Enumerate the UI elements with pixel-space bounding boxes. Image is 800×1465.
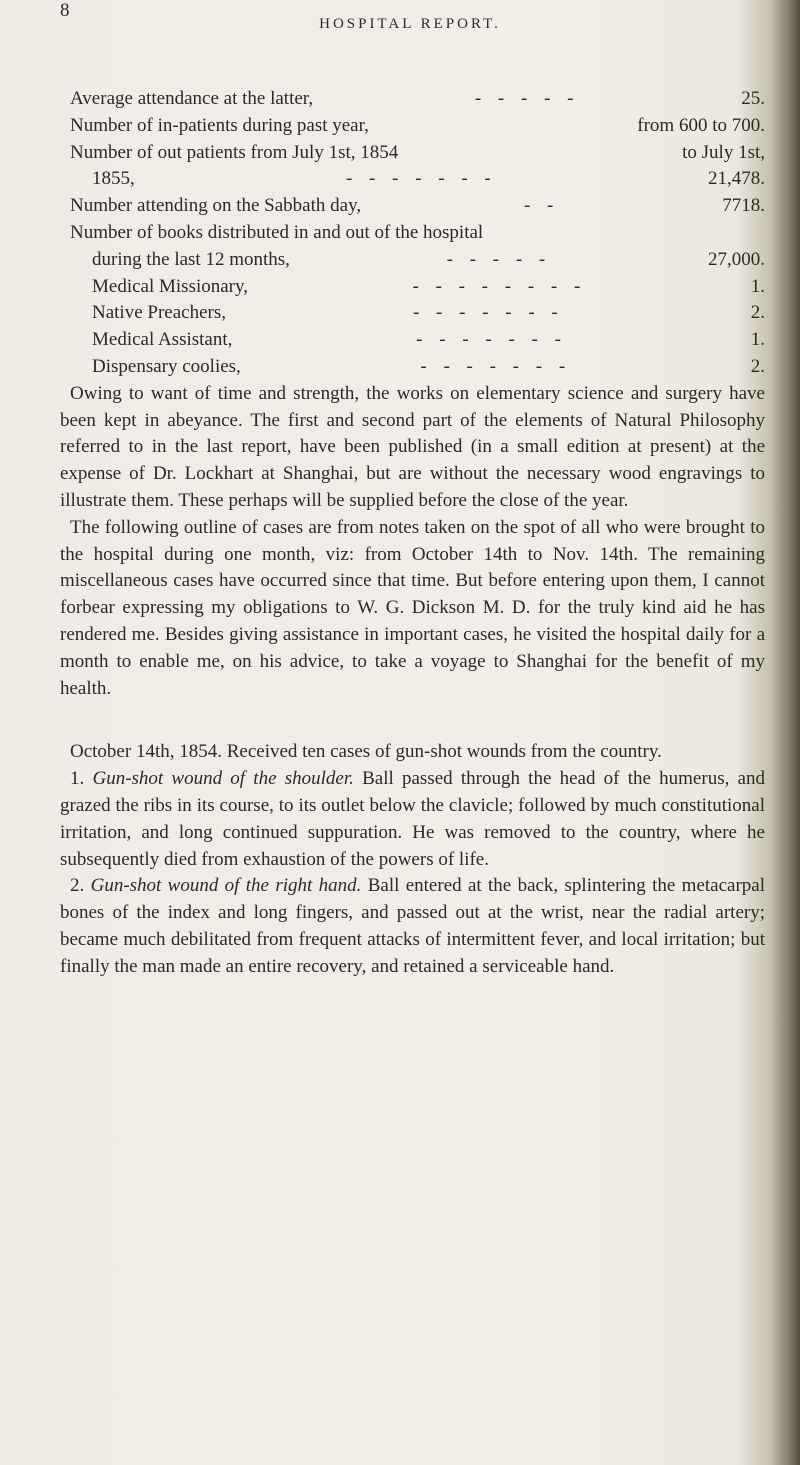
stat-label: Average attendance at the latter,: [70, 88, 314, 109]
stat-leader: - -: [523, 195, 560, 217]
stat-value: 1.: [750, 329, 765, 351]
stat-label: Number of books distributed in and out of the hospital: [70, 221, 484, 243]
stat-value: to July 1st,: [682, 141, 765, 163]
paragraph-october-entry: October 14th, 1854. Received ten cases of gun-shot wounds from the country.: [70, 741, 662, 763]
stat-row-out-patients-total: [60, 166, 765, 193]
stat-value: 21,478.: [707, 168, 765, 190]
stat-label: Native Preachers,: [92, 302, 226, 324]
paragraph-outline-of-cases: The following outline of cases are from notes taken on the spot of all who were brought to the hospital during one month, viz: from October 14th to Nov. 14th. The remaining miscellaneous cases have occurred since that time. But before entering upon them, I cannot forbear expressing my obligations to W. G. Dickson M. D. for the truly kind aid he has rendered me. Besides giving assistance in important cases, he visited the hospital daily for a month to enable me, on his advice, to take a voyage to Shanghai for the benefit of my health.: [60, 516, 765, 699]
stat-row-medical-missionary: [60, 274, 765, 301]
stat-label: Medical Assistant,: [92, 329, 233, 351]
stat-leader: - - - - -: [474, 88, 580, 109]
page-content: [60, 86, 765, 981]
case-entry-2: [60, 873, 765, 980]
stat-value: 7718.: [722, 195, 765, 217]
stat-leader: - - - - - - -: [345, 168, 497, 190]
page-edge-shadow: [772, 0, 800, 1465]
stat-label: Number attending on the Sabbath day,: [70, 195, 362, 217]
section-spacer: [60, 702, 765, 739]
stat-leader: - - - - - - - -: [412, 275, 587, 297]
stat-row-books-distributed: [60, 220, 765, 247]
case-number: 1.: [70, 768, 85, 790]
statistics-list: [60, 86, 765, 381]
case-text: Ball passed through the head of the humerus, and grazed the ribs in its course, to its outlet below the clavicle; followed by much constitutional irritation, and long continued suppuration. He was removed to the country, where he subsequently died from exhaustion of the powers of life.: [60, 768, 765, 870]
stat-leader: - - - - - - -: [420, 355, 572, 377]
stat-row-out-patients: [60, 140, 765, 167]
stat-value: 25.: [741, 88, 765, 109]
running-head: HOSPITAL REPORT.: [319, 16, 501, 32]
page-header: [60, 0, 760, 48]
stat-value: 27,000.: [707, 248, 765, 270]
stat-label: Dispensary coolies,: [92, 355, 241, 377]
stat-row-in-patients: [60, 113, 765, 140]
case-number: 2.: [70, 875, 85, 897]
page-number: 8: [60, 0, 70, 21]
stat-leader: - - - - - - -: [416, 329, 567, 351]
stat-row-books-total: [60, 247, 765, 274]
stat-value: 2.: [750, 355, 765, 377]
stat-label: Number of out patients from July 1st, 1854: [70, 141, 399, 163]
stat-value: 2.: [750, 302, 765, 324]
stat-row-medical-assistant: [60, 327, 765, 354]
stat-label: during the last 12 months,: [92, 248, 290, 270]
stat-row-dispensary-coolies: [60, 354, 765, 381]
stat-row-native-preachers: [60, 300, 765, 327]
stat-label: Medical Missionary,: [92, 275, 249, 297]
stat-value: from 600 to 700.: [637, 114, 765, 136]
paragraph-works-in-abeyance: Owing to want of time and strength, the works on elementary science and surgery have been kept in abeyance. The first and second part of the elements of Natural Philosophy referred to in the last report, have been published (in a small edition at present) at the expense of Dr. Lockhart at Shanghai, but are without the necessary wood engravings to illustrate them. These perhaps will be supplied before the close of the year.: [60, 382, 765, 511]
stat-value: 1.: [750, 275, 765, 297]
case-text: Ball entered at the back, splintering the metacarpal bones of the index and long fingers, and passed out at the wrist, near the radial artery; became much debilitated from frequent attacks of intermittent fever, and local irritation; but finally the man made an entire recovery, and retained a serviceable hand.: [60, 875, 766, 977]
stat-label: 1855,: [92, 168, 135, 190]
stat-label: Number of in-patients during past year,: [70, 114, 369, 136]
case-entry-1: [60, 766, 765, 873]
stat-row-average-attendance: [60, 86, 765, 113]
stat-row-sabbath-attendance: [60, 193, 765, 220]
case-title: Gun-shot wound of the right hand.: [90, 875, 362, 897]
stat-leader: - - - - -: [446, 248, 552, 270]
stat-leader: - - - - - - -: [412, 302, 564, 324]
case-title: Gun-shot wound of the shoulder.: [92, 768, 354, 790]
